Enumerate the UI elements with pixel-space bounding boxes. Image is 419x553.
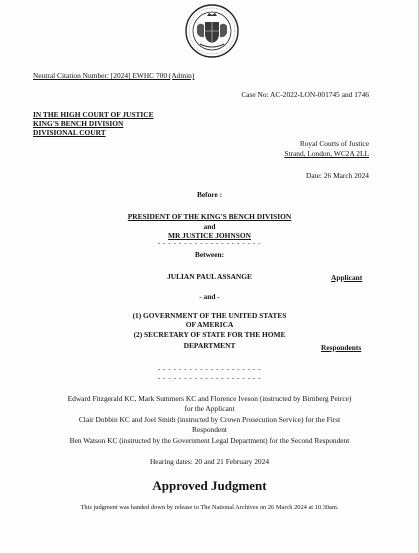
and-separator: - and - <box>199 292 220 301</box>
court-location-name: Royal Courts of Justice <box>299 139 369 148</box>
counsel-line-5: Ben Watson KC (instructed by the Government Legal Department) for the Second Respondent <box>69 436 350 445</box>
respondent-1-line-1: (1) GOVERNMENT OF THE UNITED STATES <box>132 311 287 320</box>
court-division: KING'S BENCH DIVISION <box>33 119 124 128</box>
respondent-2-line-2: DEPARTMENT <box>183 341 236 350</box>
counsel-line-3: Clair Dobbin KC and Joel Smith (instructed by Crown Prosecution Service) for the First <box>78 415 341 424</box>
royal-coat-of-arms-seal-icon <box>184 2 240 60</box>
judgment-title: Approved Judgment <box>152 478 267 493</box>
respondents-role: Respondents <box>321 343 362 352</box>
judgment-note: This judgment was handed down by release to The National Archives on 26 March 2024 at 10.30am. <box>80 504 339 511</box>
counsel-line-1: Edward Fitzgerald KC, Mark Summers KC and Florence Iveson (instructed by Birnberg Peirce) <box>67 394 352 403</box>
judges-and: and <box>203 222 216 231</box>
separator-dashes: - - - - - - - - - - - - - - - - - - - - <box>157 239 262 247</box>
neutral-citation: Neutral Citation Number: [2024] EWHC 700 (Admin) <box>33 71 195 80</box>
applicant-name: JULIAN PAUL ASSANGE <box>167 272 252 281</box>
separator-dashes: - - - - - - - - - - - - - - - - - - - - <box>157 374 262 382</box>
separator-dashes: - - - - - - - - - - - - - - - - - - - - <box>157 365 262 373</box>
respondent-1-line-2: OF AMERICA <box>185 320 234 329</box>
hearing-dates: Hearing dates: 20 and 21 February 2024 <box>149 457 270 466</box>
court-address: Strand, London, WC2A 2LL <box>284 149 369 158</box>
judge-johnson: MR JUSTICE JOHNSON <box>168 231 251 240</box>
counsel-line-4: Respondent <box>192 425 227 434</box>
counsel-line-2: for the Applicant <box>184 404 235 413</box>
between-label: Between: <box>194 250 225 259</box>
before-label: Before : <box>196 190 223 199</box>
case-number: Case No: AC-2022-LON-001745 and 1746 <box>241 90 369 99</box>
judgment-date: Date: 26 March 2024 <box>305 171 369 180</box>
respondent-2-line-1: (2) SECRETARY OF STATE FOR THE HOME <box>133 330 286 339</box>
applicant-role: Applicant <box>331 273 363 282</box>
judge-president: PRESIDENT OF THE KING'S BENCH DIVISION <box>127 212 292 221</box>
court-name: IN THE HIGH COURT OF JUSTICE <box>33 110 154 119</box>
court-section: DIVISIONAL COURT <box>33 128 106 137</box>
